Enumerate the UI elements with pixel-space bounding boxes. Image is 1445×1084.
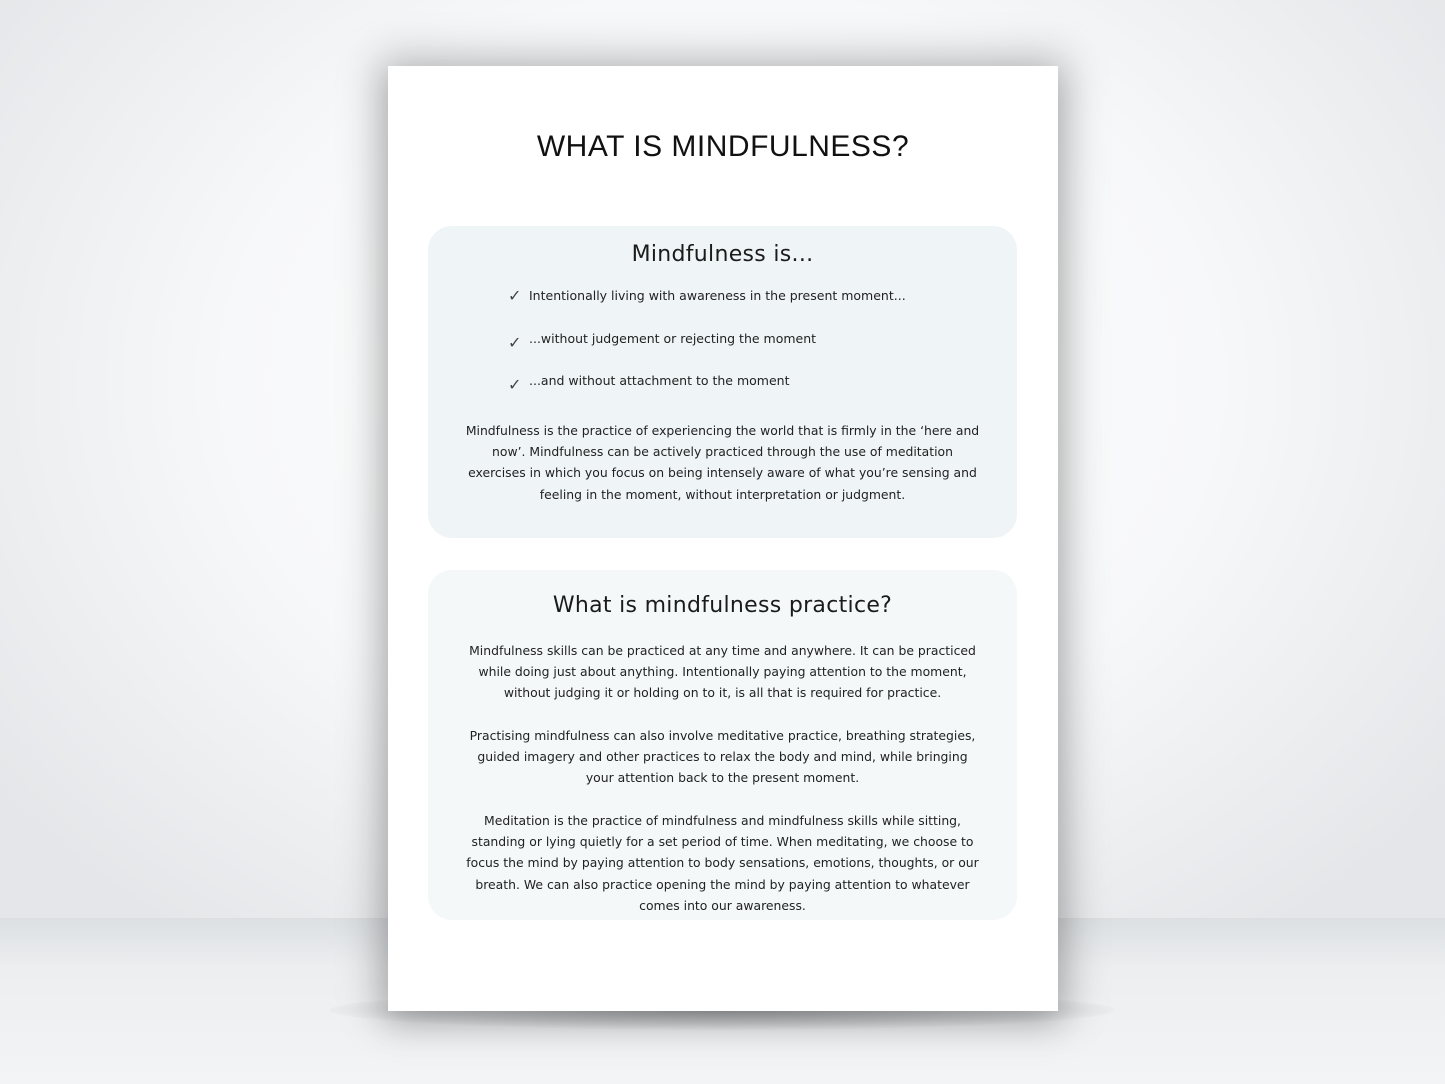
practice-paragraph: Mindfulness skills can be practiced at any time and anywhere. It can be practiced while doing just about anything. Intentionally paying attention to the moment, without judging it or holding on to it, is all that is required for practice.: [469, 643, 976, 701]
checklist-item: [508, 373, 906, 416]
checklist-item-text: Intentionally living with awareness in the present moment...: [529, 288, 906, 303]
mindfulness-practice-card: [428, 570, 1017, 920]
checkmark-icon: ✓: [508, 286, 522, 305]
checklist-item: [508, 331, 906, 374]
page-title: WHAT IS MINDFULNESS?: [536, 130, 910, 163]
checklist-item-text: ...and without attachment to the moment: [529, 373, 790, 388]
checkmark-icon: ✓: [508, 375, 522, 394]
mindfulness-checklist: [508, 288, 906, 416]
document-page: [388, 66, 1058, 1011]
mindfulness-practice-heading: What is mindfulness practice?: [552, 593, 893, 618]
practice-paragraph: Meditation is the practice of mindfulness and mindfulness skills while sitting, standing or lying quietly for a set period of time. When meditating, we choose to focus the mind by paying attention to body sensations, emotions, thoughts, or our breath. We can also practice opening the mind by paying attention to whatever comes into our awareness.: [466, 813, 979, 913]
checklist-item: [508, 288, 906, 331]
practice-paragraph: Practising mindfulness can also involve meditative practice, breathing strategies, guided imagery and other practices to relax the body and mind, while bringing your attention back to the present moment.: [469, 728, 976, 786]
mindfulness-definition-paragraph: Mindfulness is the practice of experiencing the world that is firmly in the ‘here and now’. Mindfulness can be actively practiced through the use of meditation exercises in which you focus on being intensely aware of what you’re sensing and feeling in the moment, without interpretation or judgment.: [465, 423, 980, 502]
mindfulness-is-card: [428, 226, 1017, 538]
mindfulness-is-heading: Mindfulness is...: [631, 242, 814, 267]
checklist-item-text: ...without judgement or rejecting the moment: [529, 330, 817, 346]
checkmark-icon: ✓: [508, 332, 522, 352]
